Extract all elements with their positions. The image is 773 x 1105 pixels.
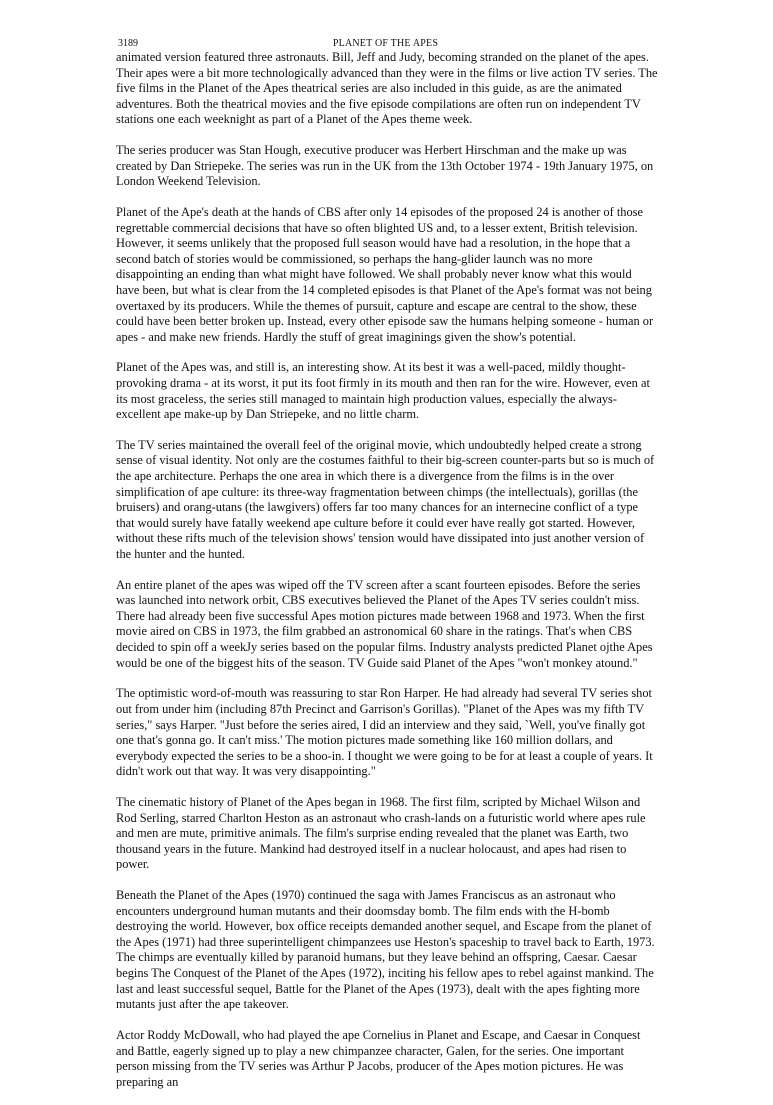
paragraph: An entire planet of the apes was wiped off the TV screen after a scant fourteen episodes. Before the series was launched into network orbit, CBS executives believed the Planet of the Apes TV series couldn't miss. There had already been five successful Apes motion pictures made between 1968 and 1973. When the first movie aired on CBS in 1973, the film grabbed an astronomical 60 share in the ratings. That's when CBS decided to spin off a weekJy series based on the popular films. Industry analysts predicted Planet ojthe Apes would be one of the biggest hits of the season. TV Guide said Planet of the Apes "won't monkey atound." xyxy=(116,577,653,670)
page-number: 3189 xyxy=(118,38,138,49)
page-header xyxy=(118,37,653,51)
paragraph: Planet of the Ape's death at the hands of CBS after only 14 episodes of the proposed 24 is another of those regrettable commercial decisions that have so often blighted US and, to a lesser extent, British television. However, it seems unlikely that the proposed full season would have had a resolution, in the hope that a second batch of stories would be commissioned, so perhaps the hang-glider launch was no more disappointing an ending than what might have followed. We shall probably never know what this would have been, but what is clear from the 14 completed episodes is that Planet of the Ape's format was not being overtaxed by its producers. While the themes of pursuit, capture and escape are central to the show, these could have been better broken up. Instead, every other episode saw the humans helping someone - human or apes - and make new friends. Hardly the stuff of great imaginings given the show's potential. xyxy=(116,204,654,344)
paragraph: The TV series maintained the overall feel of the original movie, which undoubtedly helped create a strong sense of visual identity. Not only are the costumes faithful to their big-screen counter-parts but so is much of the ape architecture. Perhaps the one area in which there is a divergence from the films is in the over simplification of ape culture: its three-way fragmentation between chimps (the intellectuals), gorillas (the bruisers) and orang-utans (the lawgivers) offers far too many chances for an internecine conflict of a type that would surely have fatally weekend ape culture before it could ever have really got started. However, without these rifts much of the television shows' tension would have dissipated into just another version of the hunter and the hunted. xyxy=(116,437,655,561)
paragraph: The cinematic history of Planet of the Apes began in 1968. The first film, scripted by Michael Wilson and Rod Serling, starred Charlton Heston as an astronaut who crash-lands on a futuristic world where apes rule and men are mute, primitive animals. The film's surprise ending revealed that the planet was Earth, two thousand years in the future. Mankind had destroyed itself in a nuclear holocaust, and apes had risen to power. xyxy=(116,795,646,872)
paragraph: animated version featured three astronauts. Bill, Jeff and Judy, becoming stranded on the planet of the apes. Their apes were a bit more technologically advanced than they were in the films or live action TV series. The five films in the Planet of the Apes theatrical series are also included in this guide, as are the animated adventures. Both the theatrical movies and the five episode compilations are often run on independent TV stations one each weeknight as part of a Planet of the Apes theme week. xyxy=(116,50,658,127)
running-title: PLANET OF THE APES xyxy=(332,38,439,49)
body-text xyxy=(116,50,658,1105)
paragraph: Actor Roddy McDowall, who had played the ape Cornelius in Planet and Escape, and Caesar in Conquest and Battle, eagerly signed up to play a new chimpanzee character, Galen, for the series. One important person missing from the TV series was Arthur P Jacobs, producer of the Apes motion pictures. He was preparing an xyxy=(116,1027,641,1089)
paragraph: The series producer was Stan Hough, executive producer was Herbert Hirschman and the make up was created by Dan Striepeke. The series was run in the UK from the 13th October 1974 - 19th January 1975, on London Weekend Television. xyxy=(116,143,654,189)
paragraph: The optimistic word-of-mouth was reassuring to star Ron Harper. He had already had several TV series shot out from under him (including 87th Precinct and Garrison's Gorillas). "Planet of the Apes was my fifth TV series," says Harper. "Just before the series aired, I did an interview and they said, `Well, you've finally got one that's gonna go. It can't miss.' The motion pictures made something like 160 million dollars, and everybody expected the series to be a shoo-in. I thought we were going to be for at least a couple of years. It didn't work out that way. It was very disappointing." xyxy=(116,686,653,779)
paragraph: Planet of the Apes was, and still is, an interesting show. At its best it was a well-paced, mildly thought-provoking drama - at its worst, it put its foot firmly in its mouth and then ran for the wire. However, even at its most graceless, the series still managed to maintain high production values, especially the always-excellent ape make-up by Dan Striepeke, and no little charm. xyxy=(116,360,650,422)
paragraph: Beneath the Planet of the Apes (1970) continued the saga with James Franciscus as an astronaut who encounters underground human mutants and their doomsday bomb. The film ends with the H-bomb destroying the world. However, box office receipts demanded another sequel, and Escape from the planet of the Apes (1971) had three superintelligent chimpanzees use Heston's spaceship to travel back to Earth, 1973. The chimps are eventually killed by paranoid humans, but they leave behind an offspring, Caesar. Caesar begins The Conquest of the Planet of the Apes (1972), inciting his fellow apes to rebel against mankind. The last and least successful sequel, Battle for the Planet of the Apes (1973), dealt with the apes fighting more mutants just after the ape takeover. xyxy=(116,888,655,1012)
